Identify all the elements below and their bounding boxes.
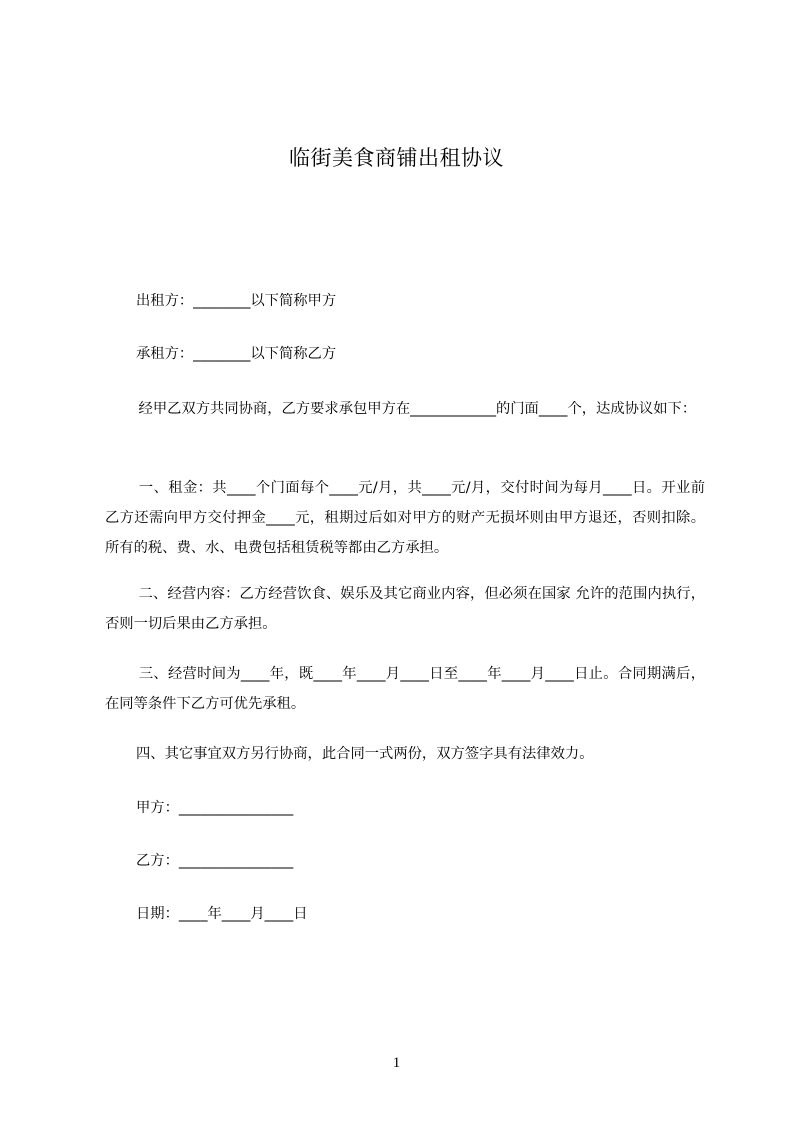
date-line: 日期：____年____月____日 xyxy=(136,906,308,922)
page-number: 1 xyxy=(392,1055,401,1071)
document-title: 临街美食商铺出租协议 xyxy=(289,146,504,170)
lessee-line: 承租方：________以下简称乙方 xyxy=(136,346,337,362)
lessor-line: 出租方：________以下简称甲方 xyxy=(136,293,337,309)
clause-other: 四、其它事宜双方另行协商，此合同一式两份，双方签字具有法律效力。 xyxy=(136,746,594,762)
clause-rent: 一、租金：共____个门面每个____元/月，共____元/月，交付时间为每月____日。开业前乙方还需向甲方交付押金____元，租期过后如对甲方的财产无损坏则由甲方退还，否则扣除。 所有的税、费、水、电费包括租赁税等都由乙方承担。 xyxy=(105,480,719,556)
intro-paragraph: 经甲乙双方共同协商，乙方要求承包甲方在____________的门面____个，达成协议如下： xyxy=(134,401,697,417)
clause-term: 三、经营时间为____年，既____年____月____日至____年____月____日止。合同期满后，在同等条件下乙方可优先承租。 xyxy=(105,666,706,712)
party-b-signature: 乙方：________________ xyxy=(136,853,294,869)
party-a-signature: 甲方：________________ xyxy=(136,800,294,816)
clause-business-scope: 二、经营内容：乙方经营饮食、娱乐及其它商业内容，但必须在国家 允许的范围内执行，否则一切后果由乙方承担。 xyxy=(105,586,705,632)
